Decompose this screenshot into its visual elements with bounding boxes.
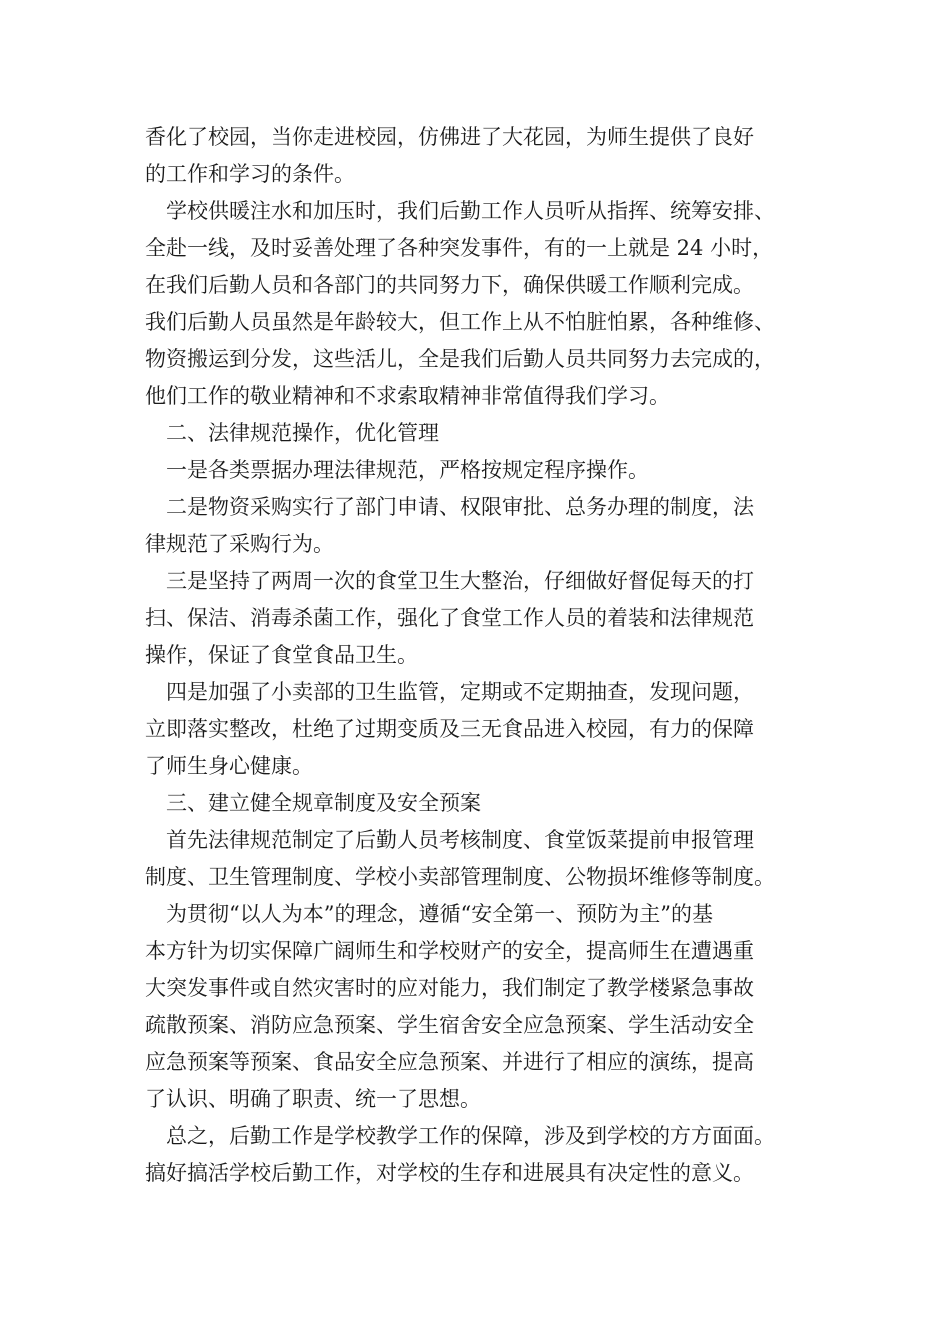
text-line: 二是物资采购实行了部门申请、权限审批、总务办理的制度，法 bbox=[166, 495, 754, 519]
text-line: 三是坚持了两周一次的食堂卫生大整治，仔细做好督促每天的打 bbox=[166, 569, 754, 593]
text-line: 搞好搞活学校后勤工作，对学校的生存和进展具有决定性的意义。 bbox=[145, 1161, 754, 1185]
text-line: 一是各类票据办理法律规范，严格按规定程序操作。 bbox=[166, 458, 649, 482]
text-line: 了认识、明确了职责、统一了思想。 bbox=[145, 1087, 481, 1111]
text-line: 香化了校园，当你走进校园，仿佛进了大花园，为师生提供了良好 bbox=[145, 125, 754, 149]
text-line: 本方针为切实保障广阔师生和学校财产的安全，提高师生在遭遇重 bbox=[145, 939, 754, 963]
text-line: 疏散预案、消防应急预案、学生宿舍安全应急预案、学生活动安全 bbox=[145, 1013, 754, 1037]
text-line: 全赴一线，及时妥善处理了各种突发事件，有的一上就是 24 小时， bbox=[145, 236, 774, 260]
text-line: 我们后勤人员虽然是年龄较大，但工作上从不怕脏怕累，各种维修、 bbox=[145, 310, 775, 334]
text-line: 立即落实整改，杜绝了过期变质及三无食品进入校园，有力的保障 bbox=[145, 717, 754, 741]
text-line: 律规范了采购行为。 bbox=[145, 532, 334, 556]
text-line: 他们工作的敬业精神和不求索取精神非常值得我们学习。 bbox=[145, 384, 670, 408]
text-line: 操作，保证了食堂食品卫生。 bbox=[145, 643, 418, 667]
text-line: 大突发事件或自然灾害时的应对能力，我们制定了教学楼紧急事故 bbox=[145, 976, 754, 1000]
text-line: 制度、卫生管理制度、学校小卖部管理制度、公物损坏维修等制度。 bbox=[145, 865, 775, 889]
text-line: 总之，后勤工作是学校教学工作的保障，涉及到学校的方方面面。 bbox=[166, 1124, 775, 1148]
text-line: 的工作和学习的条件。 bbox=[145, 162, 355, 186]
text-line: 了师生身心健康。 bbox=[145, 754, 313, 778]
document-body bbox=[145, 119, 810, 1192]
text-line: 首先法律规范制定了后勤人员考核制度、食堂饭菜提前申报管理 bbox=[166, 828, 754, 852]
text-line: 为贯彻“以人为本”的理念，遵循“安全第一、预防为主”的基 bbox=[166, 902, 713, 926]
text-line: 学校供暖注水和加压时，我们后勤工作人员听从指挥、统筹安排、 bbox=[166, 199, 775, 223]
text-line: 应急预案等预案、食品安全应急预案、并进行了相应的演练，提高 bbox=[145, 1050, 754, 1074]
text-line: 扫、保洁、消毒杀菌工作，强化了食堂工作人员的着装和法律规范 bbox=[145, 606, 754, 630]
text-line: 物资搬运到分发，这些活儿，全是我们后勤人员共同努力去完成的， bbox=[145, 347, 775, 371]
section-heading: 二、法律规范操作，优化管理 bbox=[166, 421, 439, 445]
text-line: 四是加强了小卖部的卫生监管，定期或不定期抽查，发现问题， bbox=[166, 680, 754, 704]
text-line: 在我们后勤人员和各部门的共同努力下，确保供暖工作顺利完成。 bbox=[145, 273, 754, 297]
section-heading: 三、建立健全规章制度及安全预案 bbox=[166, 791, 481, 815]
document-text bbox=[145, 119, 810, 1192]
